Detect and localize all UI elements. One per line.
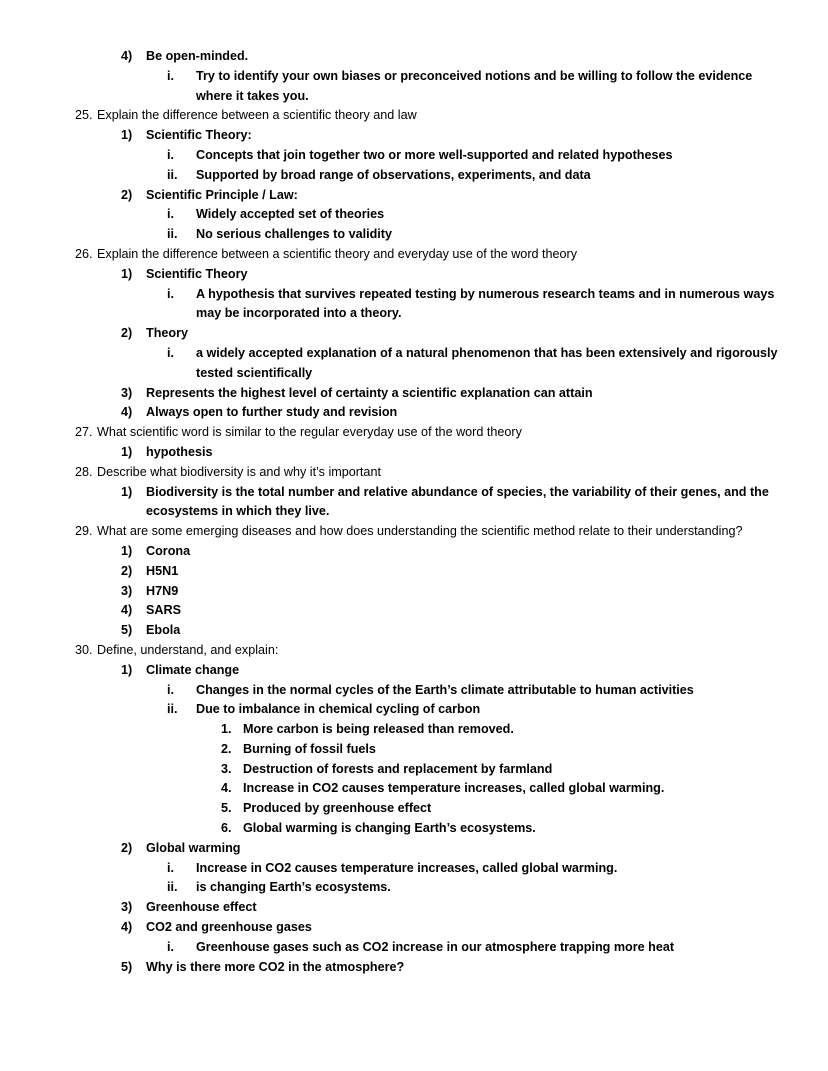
item-marker: i. (167, 68, 174, 83)
item-marker: 25. (75, 108, 93, 123)
item-marker: i. (167, 860, 174, 875)
item-text: Widely accepted set of theories (196, 207, 385, 222)
item-text: Changes in the normal cycles of the Earth’s climate attributable to human activities (196, 682, 694, 697)
outline-item (0, 720, 828, 740)
item-text: H7N9 (146, 583, 179, 598)
item-text: CO2 and greenhouse gases (146, 920, 312, 935)
item-text: Explain the difference between a scientific theory and law (97, 108, 417, 123)
outline-item (0, 918, 828, 938)
outline-item (0, 245, 828, 265)
outline-item (0, 106, 828, 126)
outline-item (0, 799, 828, 819)
item-marker: i. (167, 207, 174, 222)
item-marker: 6. (221, 821, 232, 836)
item-text: a widely accepted explanation of a natural phenomenon that has been extensively and rigorously tested scientifically (196, 345, 778, 380)
outline-item (0, 285, 828, 325)
outline-item (0, 324, 828, 344)
outline-item (0, 958, 828, 978)
item-text: Theory (146, 326, 188, 341)
item-text: More carbon is being released than removed. (243, 722, 514, 737)
item-marker: 4) (121, 405, 133, 420)
item-marker: 4) (121, 920, 133, 935)
item-marker: 3) (121, 583, 133, 598)
outline-item (0, 839, 828, 859)
outline-item (0, 740, 828, 760)
item-text: Describe what biodiversity is and why it’s important (97, 464, 381, 479)
item-text: Concepts that join together two or more well-supported and related hypotheses (196, 147, 673, 162)
item-marker: 1. (221, 722, 232, 737)
outline-item (0, 344, 828, 384)
outline-item (0, 700, 828, 720)
item-marker: 1) (121, 484, 133, 499)
item-text: Ebola (146, 623, 181, 638)
item-marker: 26. (75, 246, 93, 261)
item-text: Scientific Theory: (146, 128, 252, 143)
item-marker: i. (167, 147, 174, 162)
item-marker: 3) (121, 385, 133, 400)
item-text: Why is there more CO2 in the atmosphere? (146, 959, 405, 974)
item-marker: 5. (221, 801, 232, 816)
item-text: Destruction of forests and replacement by farmland (243, 761, 553, 776)
item-text: Global warming (146, 840, 241, 855)
item-marker: 1) (121, 128, 133, 143)
outline-item (0, 67, 828, 107)
outline-item (0, 463, 828, 483)
item-marker: 2) (121, 563, 133, 578)
outline-item (0, 898, 828, 918)
item-marker: 5) (121, 623, 133, 638)
item-marker: 28. (75, 464, 93, 479)
outline-item (0, 423, 828, 443)
outline-item (0, 562, 828, 582)
item-text: H5N1 (146, 563, 179, 578)
item-marker: 29. (75, 524, 93, 539)
item-marker: ii. (167, 227, 178, 242)
outline-item (0, 681, 828, 701)
item-marker: 2) (121, 187, 133, 202)
outline-item (0, 819, 828, 839)
outline-item (0, 582, 828, 602)
item-text: Corona (146, 543, 191, 558)
item-marker: 4) (121, 49, 133, 63)
item-marker: 30. (75, 642, 93, 657)
item-text: Produced by greenhouse effect (243, 801, 432, 816)
item-text: Climate change (146, 662, 240, 677)
item-marker: 1) (121, 543, 133, 558)
item-marker: ii. (167, 702, 178, 717)
item-text: What scientific word is similar to the regular everyday use of the word theory (97, 425, 522, 440)
item-marker: 1) (121, 266, 133, 281)
item-marker: 3. (221, 761, 232, 776)
item-text: Biodiversity is the total number and relative abundance of species, the variability of their genes, and the ecosystems in which they live. (146, 484, 769, 519)
item-text: Due to imbalance in chemical cycling of carbon (196, 702, 481, 717)
item-text: Increase in CO2 causes temperature increases, called global warming. (243, 781, 665, 796)
outline-item (0, 859, 828, 879)
outline-item (0, 146, 828, 166)
outline-item (0, 878, 828, 898)
item-marker: 2. (221, 741, 232, 756)
outline-item (0, 47, 828, 67)
item-marker: 4. (221, 781, 232, 796)
item-text: Define, understand, and explain: (97, 642, 279, 657)
item-text: A hypothesis that survives repeated testing by numerous research teams and in numerous ways may be incorporated into a theory. (196, 286, 775, 321)
item-text: Global warming is changing Earth’s ecosystems. (243, 821, 536, 836)
item-text: is changing Earth’s ecosystems. (196, 880, 391, 895)
outline-item (0, 641, 828, 661)
item-marker: ii. (167, 167, 178, 182)
item-text: Burning of fossil fuels (243, 741, 376, 756)
item-marker: ii. (167, 880, 178, 895)
item-text: Explain the difference between a scientific theory and everyday use of the word theory (97, 246, 578, 261)
outline-list (0, 47, 828, 977)
item-marker: i. (167, 345, 174, 360)
outline-item (0, 384, 828, 404)
item-text: Be open-minded. (146, 49, 249, 63)
outline-item (0, 621, 828, 641)
item-marker: i. (167, 286, 174, 301)
item-text: Represents the highest level of certainty a scientific explanation can attain (146, 385, 593, 400)
outline-item (0, 225, 828, 245)
item-marker: 1) (121, 662, 133, 677)
item-marker: 27. (75, 425, 93, 440)
outline-item (0, 542, 828, 562)
item-text: Scientific Principle / Law: (146, 187, 298, 202)
outline-item (0, 403, 828, 423)
item-text: Always open to further study and revision (146, 405, 398, 420)
outline-item (0, 522, 828, 542)
outline-item (0, 661, 828, 681)
outline-item (0, 265, 828, 285)
outline-item (0, 601, 828, 621)
item-marker: 5) (121, 959, 133, 974)
item-text: Increase in CO2 causes temperature increases, called global warming. (196, 860, 618, 875)
outline-item (0, 186, 828, 206)
item-text: Greenhouse effect (146, 900, 257, 915)
item-text: Scientific Theory (146, 266, 248, 281)
outline-item (0, 938, 828, 958)
outline-item (0, 166, 828, 186)
item-text: No serious challenges to validity (196, 227, 392, 242)
item-marker: 3) (121, 900, 133, 915)
outline-item (0, 126, 828, 146)
item-text: SARS (146, 603, 181, 618)
outline-item (0, 779, 828, 799)
item-text: hypothesis (146, 444, 213, 459)
item-marker: i. (167, 939, 174, 954)
item-marker: 2) (121, 840, 133, 855)
item-marker: 1) (121, 444, 133, 459)
item-text: Try to identify your own biases or preconceived notions and be willing to follow the evidence where it takes you. (196, 68, 753, 103)
item-text: Greenhouse gases such as CO2 increase in our atmosphere trapping more heat (196, 939, 675, 954)
item-marker: i. (167, 682, 174, 697)
item-text: Supported by broad range of observations, experiments, and data (196, 167, 591, 182)
outline-item (0, 205, 828, 225)
outline-item (0, 443, 828, 463)
outline-item (0, 760, 828, 780)
outline-item (0, 483, 828, 523)
item-marker: 4) (121, 603, 133, 618)
item-text: What are some emerging diseases and how does understanding the scientific method relate to their understanding? (97, 524, 743, 539)
item-marker: 2) (121, 326, 133, 341)
